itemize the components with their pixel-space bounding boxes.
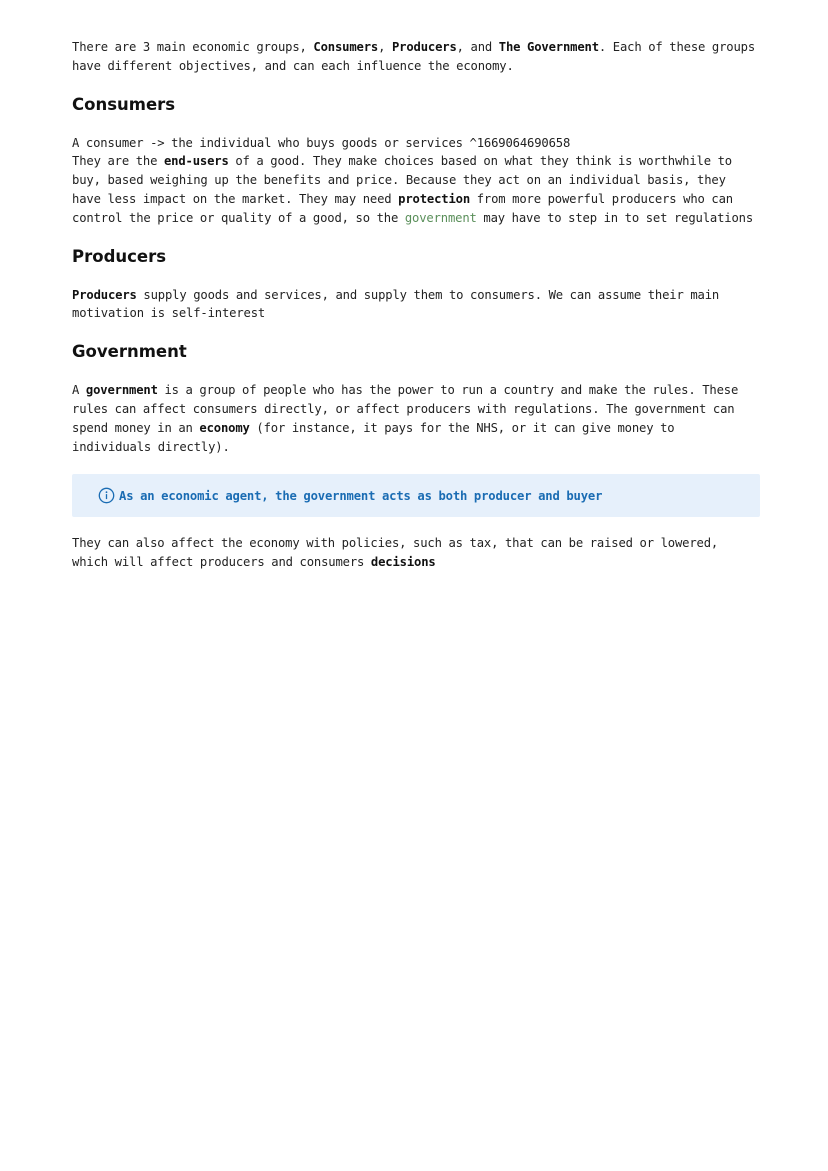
info-icon bbox=[98, 487, 115, 504]
producers-bold: Producers bbox=[72, 287, 137, 302]
policies-paragraph bbox=[72, 534, 760, 572]
consumers-bold-end-users: end-users bbox=[163, 154, 229, 169]
government-paragraph bbox=[72, 381, 760, 456]
consumers-heading: Consumers bbox=[72, 94, 176, 114]
economy-bold: economy bbox=[199, 420, 250, 435]
intro-bold-producers: Producers bbox=[391, 40, 457, 54]
intro-bold-consumers: Consumers bbox=[313, 40, 379, 54]
consumers-text: of a good. They make choices based on what they think is worthwhile to buy, based weighing up the benefits and price. Because they act on an individual basis, they have less impact on the market. They may need bbox=[72, 154, 732, 206]
government-text: (for instance, it pays for the NHS, or it can give money to individuals directly). bbox=[72, 420, 675, 454]
government-text: is a group of people who has the power to run a country and make the rules. These rules can affect consumers directly, or affect producers with regulations. The government can spend money in an bbox=[72, 383, 739, 435]
callout-text: As an economic agent, the government acts as both producer and buyer bbox=[119, 488, 603, 503]
intro-text: , bbox=[378, 40, 392, 54]
intro-text: . Each of these groups have different objectives, and can each influence the economy. bbox=[72, 40, 755, 73]
producers-text: supply goods and services, and supply them to consumers. We can assume their main motivation is self-interest bbox=[72, 287, 720, 321]
intro-text: , and bbox=[456, 40, 499, 54]
government-link[interactable]: government bbox=[404, 210, 477, 225]
consumers-text: They are the bbox=[72, 154, 164, 169]
consumers-text: may have to step in to set regulations bbox=[476, 210, 753, 225]
info-callout bbox=[72, 474, 760, 517]
consumers-text: from more powerful producers who can control the price or quality of a good, so the bbox=[72, 191, 733, 225]
document-page bbox=[72, 38, 760, 572]
policies-text: They can also affect the economy with policies, such as tax, that can be raised or lowered, which will affect producers and consumers bbox=[72, 536, 719, 570]
intro-bold-government: The Government bbox=[498, 40, 599, 54]
intro-text: There are 3 main economic groups, bbox=[72, 40, 314, 54]
producers-paragraph bbox=[72, 286, 760, 324]
intro-paragraph bbox=[72, 38, 760, 76]
decisions-bold: decisions bbox=[370, 555, 436, 570]
consumer-definition: A consumer -> the individual who buys goods or services ^1669064690658 bbox=[72, 135, 571, 150]
government-bold: government bbox=[85, 383, 158, 398]
government-heading: Government bbox=[72, 342, 187, 362]
consumers-paragraph bbox=[72, 134, 760, 228]
producers-heading: Producers bbox=[72, 246, 167, 266]
government-text: A bbox=[72, 383, 86, 398]
consumers-bold-protection: protection bbox=[398, 191, 470, 206]
